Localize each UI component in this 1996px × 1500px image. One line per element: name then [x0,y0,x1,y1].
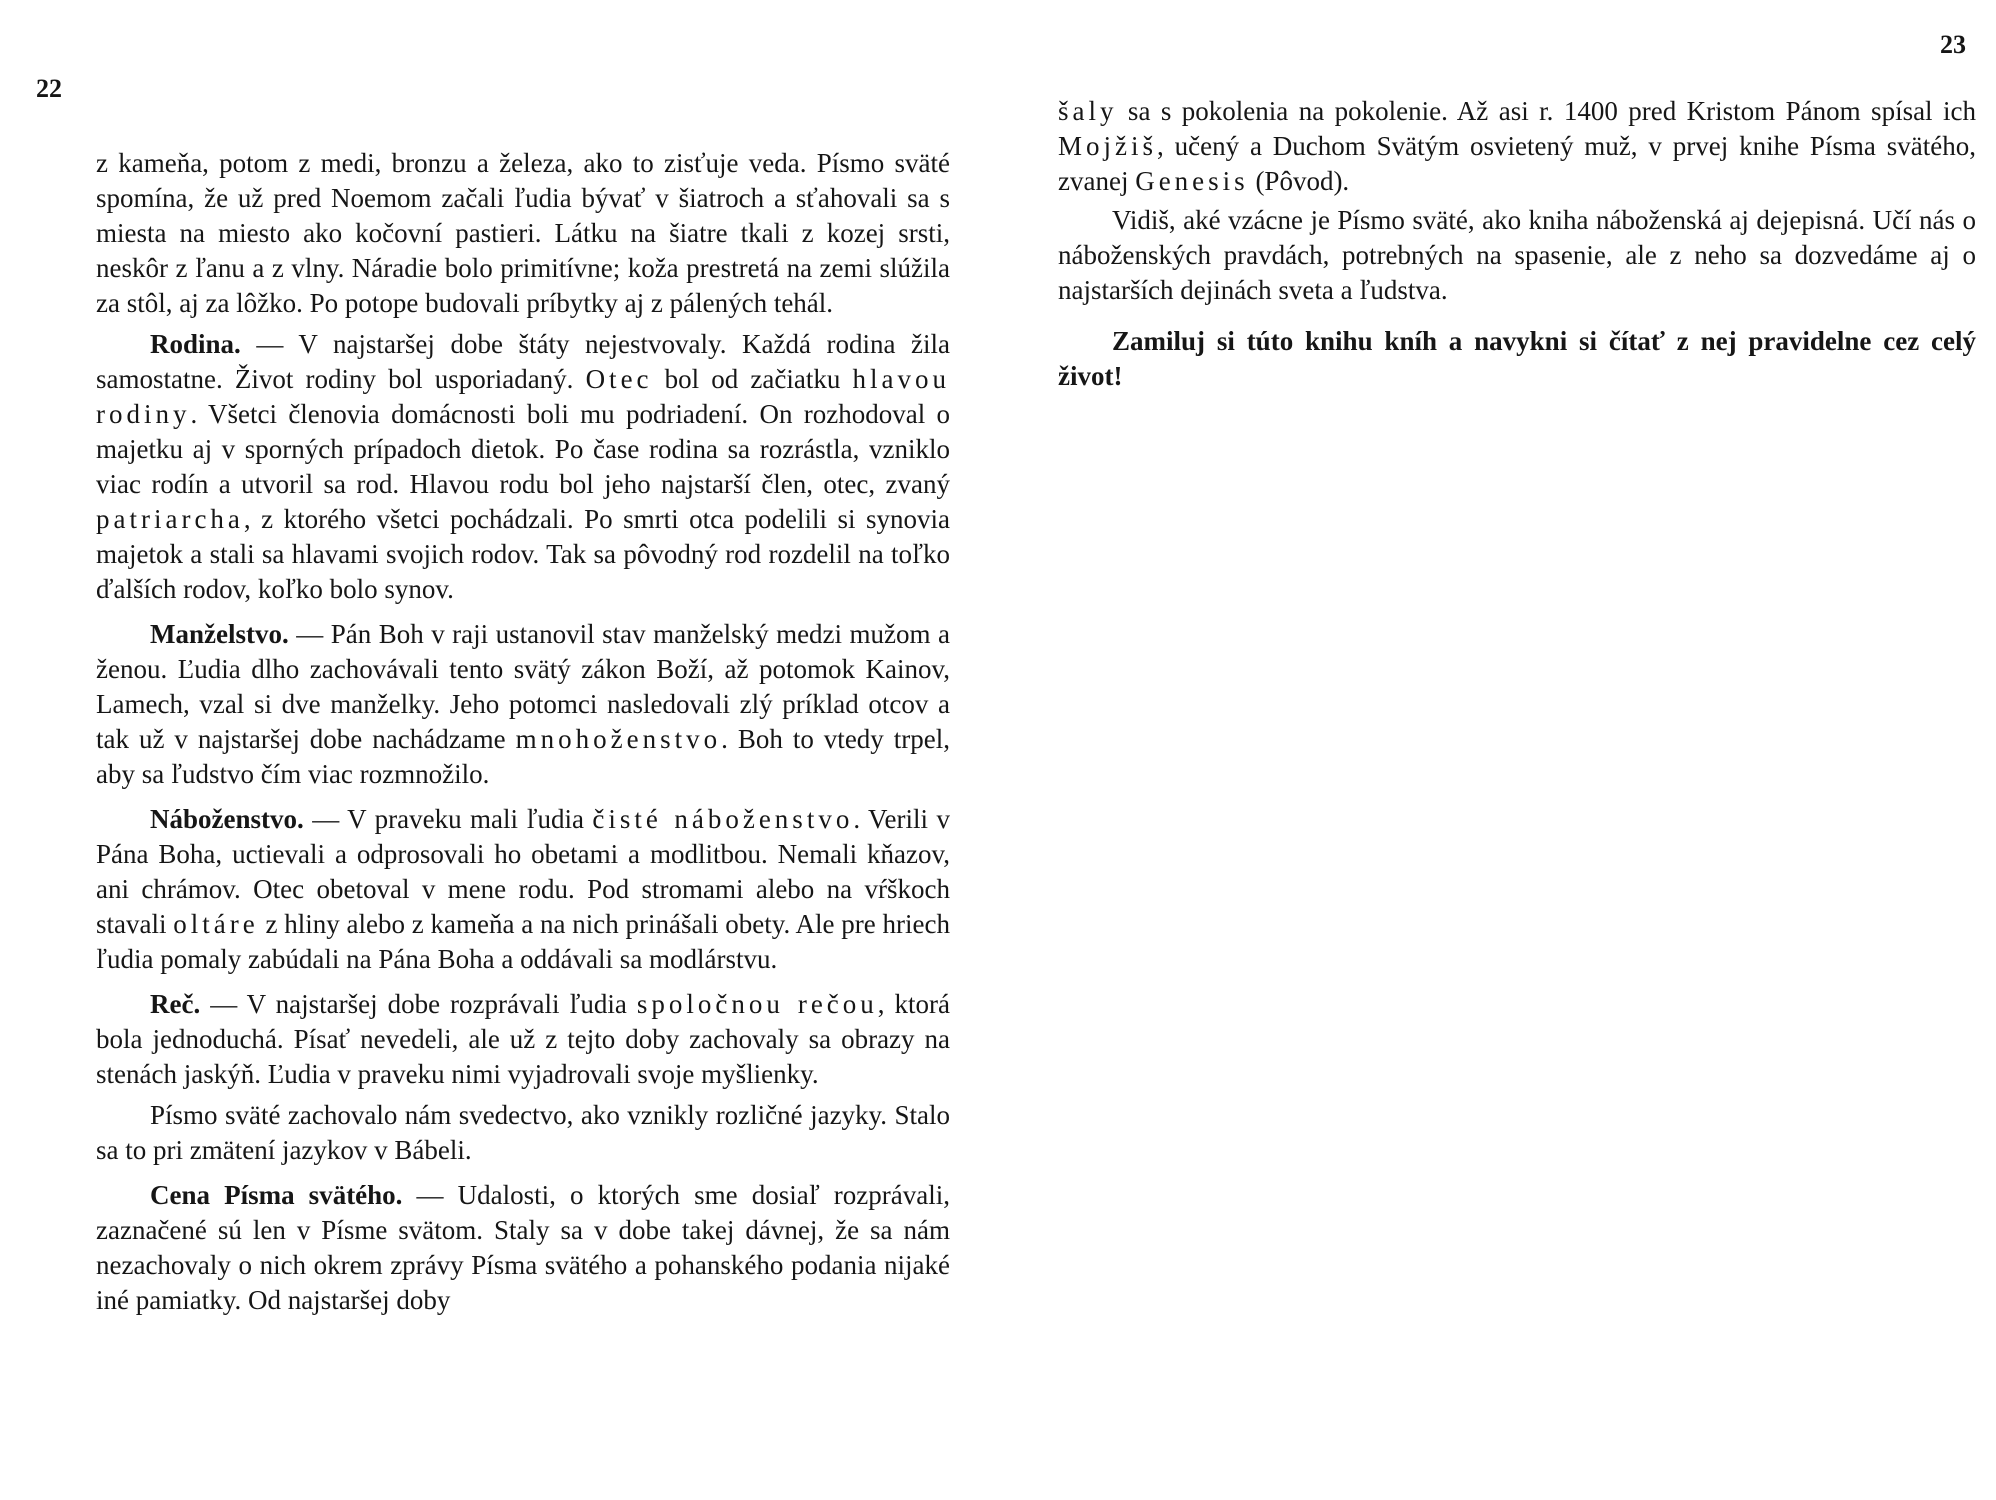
paragraph-rec: Reč. — V najstaršej dobe rozprávali ľudia spoločnou rečou, ktorá bola jednoduchá. Písať nevedeli, ale už z tejto doby zachovaly sa obrazy na stenách jaskýň. Ľudia v praveku nimi vyjadrovali svoje myšlienky. [96,989,950,1089]
page-number-right: 23 [1940,30,1966,59]
heading-rodina: Rodina. [150,329,241,359]
heading-nabozenstvo: Náboženstvo. [150,804,304,834]
paragraph-nabozenstvo: Náboženstvo. — V praveku mali ľudia čisté náboženstvo. Verili v Pána Boha, uctievali a odprosovali ho obetami a modlitbou. Nemali kňazov, ani chrámov. Otec obetoval v mene rodu. Pod stromami alebo na vŕškoch stavali oltáre z hliny alebo z kameňa a na nich prinášali obety. Ale pre hriech ľudia pomaly zabúdali na Pána Boha a oddávali sa modlárstvu. [96,804,951,974]
paragraph-intro: z kameňa, potom z medi, bronzu a železa, ako to zisťuje veda. Písmo sväté spomína, že už pred Noemom začali ľudia bývať v šiatroch a sťahovali sa s miesta na miesto ako kočovní pastieri. Látku na šiatre tkali z kozej srsti, neskôr z ľanu a z vlny. Náradie bolo primitívne; koža prestretá na zemi slúžila za stôl, aj za lôžko. Po potope budovali príbytky aj z pálených tehál. [96,148,950,318]
paragraph-vzacne: Vidiš, aké vzácne je Písmo sväté, ako kniha náboženská aj dejepisná. Učí nás o náboženských pravdách, potrebných na spasenie, ale z neho sa dozvedáme aj o najstarších dejinách sveta a ľudstva. [1058,205,1976,305]
paragraph-zamiluj: Zamiluj si túto knihu kníh a navykni si čítať z nej pravidelne cez celý život! [1058,326,1976,391]
page-number-left: 22 [36,74,62,103]
paragraph-mojzis: šaly sa s pokolenia na pokolenie. Až asi r. 1400 pred Kristom Pánom spísal ich Mojžiš, učený a Duchom Svätým osvietený muž, v prvej knihe Písma svätého, zvanej Genesis (Pôvod). [1058,96,1976,196]
paragraph-rodina: Rodina. — V najstaršej dobe štáty nejestvovaly. Každá rodina žila samostatne. Život rodiny bol usporiadaný. Otec bol od začiatku hlavou rodiny. Všetci členovia domácnosti boli mu podriadení. On rozhodoval o majetku aj v sporných prípadoch dietok. Po čase rodina sa rozrástla, vzniklo viac rodín a utvoril sa rod. Hlavou rodu bol jeho najstarší člen, otec, zvaný patriarcha, z ktorého všetci pochádzali. Po smrti otca podelili si synovia majetok a stali sa hlavami svojich rodov. Tak sa pôvodný rod rozdelil na toľko ďalších rodov, koľko bolo synov. [96,329,950,604]
paragraph-babel: Písmo sväté zachovalo nám svedectvo, ako vznikly rozličné jazyky. Stalo sa to pri zmätení jazykov v Bábeli. [96,1100,950,1165]
heading-manzelstvo: Manželstvo. [150,619,289,649]
heading-cena: Cena Písma svätého. [150,1180,403,1210]
paragraph-manzelstvo: Manželstvo. — Pán Boh v raji ustanovil stav manželský medzi mužom a ženou. Ľudia dlho zachovávali tento svätý zákon Boží, až potomok Kainov, Lamech, vzal si dve manželky. Jeho potomci nasledovali zlý príklad otcov a tak už v najstaršej dobe nachádzame mnohoženstvo. Boh to vtedy trpel, aby sa ľudstvo čím viac rozmnožilo. [96,619,950,789]
heading-rec: Reč. [150,989,201,1019]
right-page [1058,94,1976,410]
paragraph-cena: Cena Písma svätého. — Udalosti, o ktorých sme dosiaľ rozprávali, zaznačené sú len v Písme svätom. Staly sa v dobe takej dávnej, že sa nám nezachovaly o nich okrem zprávy Písma svätého a pohanského podania nijaké iné pamiatky. Od najstaršej doby [96,1180,950,1315]
left-page [96,146,950,1328]
